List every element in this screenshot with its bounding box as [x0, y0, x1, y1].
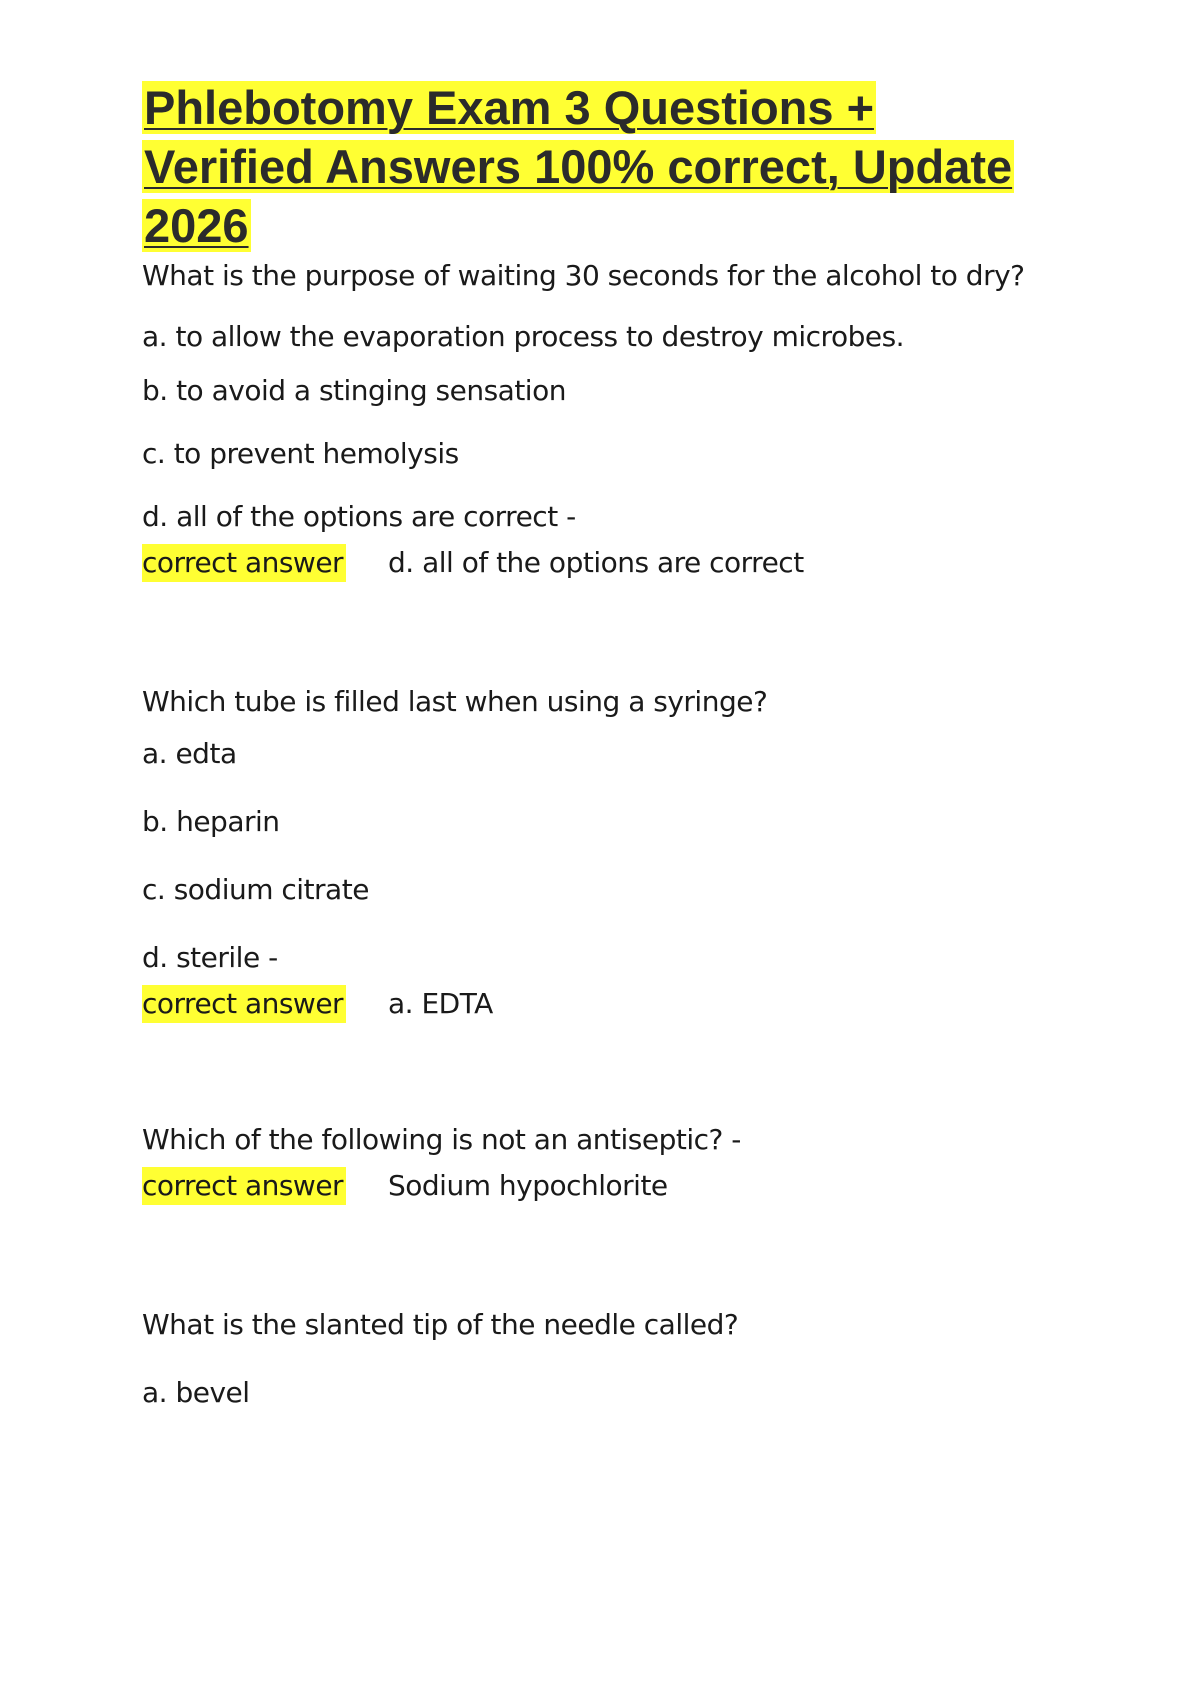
answer-row [142, 1167, 1062, 1205]
answer-row [142, 544, 1062, 582]
option-item: c. sodium citrate [142, 873, 369, 906]
option-item: d. sterile - [142, 941, 278, 974]
correct-answer-label: correct answer [142, 1167, 346, 1205]
option-item: a. to allow the evaporation process to destroy microbes. [142, 320, 905, 353]
correct-answer-label: correct answer [142, 544, 346, 582]
question-block-3 [142, 1123, 1062, 1205]
option-item: b. to avoid a stinging sensation [142, 374, 566, 407]
option-item: a. edta [142, 737, 237, 770]
question-block-4 [142, 1308, 1062, 1410]
correct-answer-value: Sodium hypochlorite [388, 1169, 668, 1202]
title-line-1: Phlebotomy Exam 3 Questions + [144, 81, 875, 134]
title-line-2: Verified Answers 100% correct, Update [144, 140, 1013, 193]
question-block-2 [142, 685, 1062, 1023]
option-item: d. all of the options are correct - [142, 500, 576, 533]
question-text: Which tube is filled last when using a syringe? [142, 685, 768, 718]
correct-answer-value: d. all of the options are correct [388, 546, 804, 579]
document-content [142, 78, 1062, 1410]
option-item: c. to prevent hemolysis [142, 437, 459, 470]
question-block-1 [142, 259, 1062, 582]
option-item: b. heparin [142, 805, 280, 838]
document-title [142, 78, 1062, 255]
correct-answer-label: correct answer [142, 985, 346, 1023]
correct-answer-value: a. EDTA [388, 987, 493, 1020]
title-line-3: 2026 [144, 199, 249, 252]
question-text: What is the slanted tip of the needle called? [142, 1308, 739, 1341]
question-text: Which of the following is not an antiseptic? - [142, 1123, 741, 1156]
answer-row [142, 985, 1062, 1023]
question-text: What is the purpose of waiting 30 seconds for the alcohol to dry? [142, 259, 1025, 292]
option-item: a. bevel [142, 1376, 250, 1409]
